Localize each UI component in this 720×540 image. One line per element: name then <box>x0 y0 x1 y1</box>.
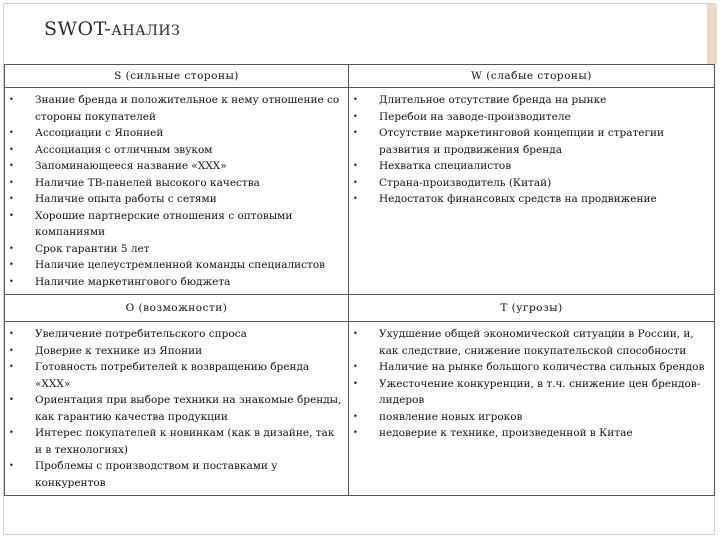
strengths-list <box>5 88 348 294</box>
bullet-icon: • <box>9 210 14 220</box>
bullet-icon: • <box>9 243 14 253</box>
bullet-icon: • <box>353 329 358 338</box>
list-item <box>353 175 710 192</box>
list-item <box>353 359 710 376</box>
list-item-text: Длительное отсутствие бренда на рынке <box>379 94 607 106</box>
list-item <box>353 125 710 158</box>
bullet-icon: • <box>353 411 358 421</box>
list-item <box>9 142 344 159</box>
list-item-text: Ухудшение общей экономической ситуации в России, и, как следствие, снижение покупательской способности <box>379 328 694 357</box>
list-item-text: недоверие к технике, произведенной в Китае <box>379 427 633 439</box>
list-item <box>9 425 344 458</box>
slide-title: SWOT-АНАЛИЗ <box>44 18 181 40</box>
threats-cell <box>349 322 715 496</box>
bullet-icon: • <box>9 345 14 355</box>
list-item-text: Ужесточение конкуренции, в т.ч. снижение цен брендов-лидеров <box>379 377 701 406</box>
list-item-text: Наличие маркетингового бюджета <box>35 275 231 288</box>
bullet-icon: • <box>353 428 358 437</box>
opportunities-list <box>5 322 348 495</box>
list-item-text: Отсутствие маркетинговой концепции и стратегии развития и продвижения бренда <box>379 127 665 156</box>
weaknesses-list <box>349 88 714 212</box>
list-item-text: Наличие на рынке большого количества сильных брендов <box>379 361 705 373</box>
list-item-text: Ассоциация с отличным звуком <box>35 143 213 156</box>
bullet-icon: • <box>353 378 358 388</box>
bullet-icon: • <box>353 177 358 187</box>
threats-list <box>349 322 714 446</box>
list-item <box>9 241 344 258</box>
bullet-icon: • <box>9 144 14 154</box>
list-item-text: Проблемы с производством и поставками у конкурентов <box>35 460 278 489</box>
list-item-text: Наличие целеустремленной команды специалистов <box>35 259 326 271</box>
weaknesses-header: W (слабые стороны) <box>349 65 715 88</box>
bullet-icon: • <box>9 194 14 203</box>
bullet-icon: • <box>9 260 14 269</box>
bullet-icon: • <box>353 194 358 203</box>
list-item <box>9 274 344 291</box>
strengths-header: S (сильные стороны) <box>5 65 349 88</box>
list-item-text: Запоминающееся название «XXX» <box>35 160 227 172</box>
list-item <box>9 208 344 241</box>
bullet-icon: • <box>9 177 14 187</box>
list-item-text: Наличие опыта работы с сетями <box>35 193 217 205</box>
list-item-text: Доверие к технике из Японии <box>35 344 203 357</box>
list-item <box>9 257 344 274</box>
bullet-icon: • <box>353 362 358 371</box>
bullet-icon: • <box>9 428 14 437</box>
list-item <box>9 458 344 491</box>
weaknesses-cell <box>349 88 715 295</box>
list-item <box>353 376 710 409</box>
opportunities-header: O (возможности) <box>5 295 349 322</box>
list-item <box>9 125 344 142</box>
list-item <box>9 158 344 175</box>
bullet-icon: • <box>9 395 14 404</box>
bullet-icon: • <box>9 461 14 470</box>
list-item <box>353 158 710 175</box>
list-item-text: Знание бренда и положительное к нему отношение со стороны покупателей <box>35 94 340 123</box>
list-item-text: появление новых игроков <box>379 410 523 423</box>
list-item-text: Перебои на заводе-производителе <box>379 110 571 123</box>
bullet-icon: • <box>9 329 14 338</box>
list-item-text: Недостаток финансовых средств на продвижение <box>379 193 657 205</box>
list-item-text: Увеличение потребительского спроса <box>35 328 247 340</box>
list-item-text: Наличие ТВ-панелей высокого качества <box>35 176 260 189</box>
bullet-icon: • <box>9 276 14 286</box>
list-item-text: Ориентация при выборе техники на знакомые бренды, как гарантию качества продукции <box>35 394 342 423</box>
bullet-icon: • <box>353 161 358 170</box>
opportunities-cell <box>5 322 349 496</box>
swot-table <box>4 64 715 496</box>
bullet-icon: • <box>353 95 358 104</box>
strengths-cell <box>5 88 349 295</box>
bullet-icon: • <box>9 161 14 170</box>
bullet-icon: • <box>9 362 14 371</box>
accent-bar <box>707 4 717 64</box>
bullet-icon: • <box>353 111 358 121</box>
list-item <box>353 425 710 442</box>
list-item <box>353 109 710 126</box>
list-item-text: Интерес покупателей к новинкам (как в дизайне, так и в технологиях) <box>35 427 335 456</box>
threats-header: T (угрозы) <box>349 295 715 322</box>
list-item <box>9 359 344 392</box>
list-item-text: Страна-производитель (Китай) <box>379 176 552 189</box>
list-item <box>9 175 344 192</box>
bullet-icon: • <box>353 128 358 137</box>
list-item <box>353 409 710 426</box>
list-item <box>9 343 344 360</box>
list-item <box>353 92 710 109</box>
list-item <box>9 326 344 343</box>
list-item-text: Нехватка специалистов <box>379 160 512 172</box>
list-item <box>9 191 344 208</box>
bullet-icon: • <box>9 95 14 104</box>
list-item-text: Ассоциации с Японией <box>35 127 164 139</box>
list-item-text: Хорошие партнерские отношения с оптовыми компаниями <box>35 209 293 238</box>
list-item <box>9 92 344 125</box>
list-item <box>353 191 710 208</box>
list-item <box>353 326 710 359</box>
list-item-text: Готовность потребителей к возвращению бренда «XXX» <box>35 361 310 390</box>
bullet-icon: • <box>9 128 14 137</box>
list-item <box>9 392 344 425</box>
title-band <box>4 4 714 64</box>
list-item-text: Срок гарантии 5 лет <box>35 242 150 255</box>
